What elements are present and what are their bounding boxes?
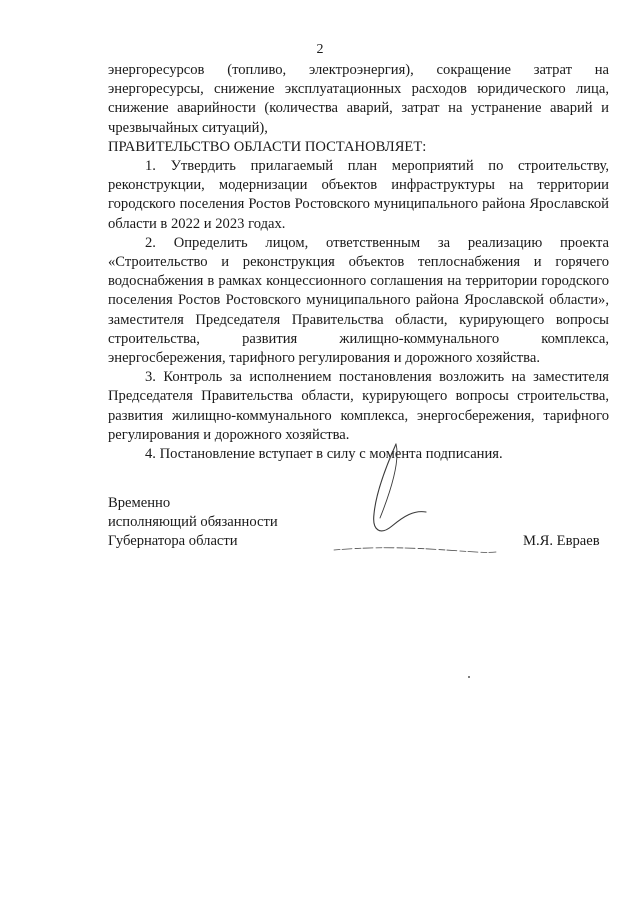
intro-paragraph: энергоресурсов (топливо, электроэнергия), сокращение затрат на энергоресурсы, снижение эксплуатационных расходов юридического лица, снижение аварийности (количества аварий, затрат на устранение аварий и чрезвычайных ситуаций),	[108, 62, 609, 136]
resolution-item-3: 3. Контроль за исполнением постановления возложить на заместителя Председателя Правительства области, курирующего вопросы строительства, развития жилищно-коммунального комплекса, энергосбережения, тарифного регулирования и дорожного хозяйства.	[108, 369, 609, 443]
signatory-title-line-2: исполняющий обязанности	[108, 514, 278, 531]
signatory-title	[108, 494, 278, 552]
scan-speck	[468, 676, 470, 678]
resolution-item-2: 2. Определить лицом, ответственным за реализацию проекта «Строительство и реконструкция объектов теплоснабжения и горячего водоснабжения в рамках концессионного соглашения на территории городского поселения Ростов Ростовского муниципального района Ярославской области», заместителя Председателя Правительства области, курирующего вопросы строительства, развития жилищно-коммунального комплекса, энергосбережения, тарифного регулирования и дорожного хозяйства.	[108, 234, 609, 367]
resolution-item-4: 4. Постановление вступает в силу с момента подписания.	[145, 446, 503, 463]
signatory-title-line-1: Временно	[108, 495, 171, 511]
resolution-heading: ПРАВИТЕЛЬСТВО ОБЛАСТИ ПОСТАНОВЛЯЕТ:	[108, 138, 427, 155]
page-number: 2	[316, 42, 324, 57]
signatory-title-line-3: Губернатора области	[108, 533, 238, 550]
resolution-item-1: 1. Утвердить прилагаемый план мероприятий по строительству, реконструкции, модернизации объектов инфраструктуры на территории городского поселения Ростов Ростовского муниципального района Ярославской области в 2022 и 2023 годах.	[108, 158, 609, 232]
handwritten-signature	[330, 440, 500, 560]
document-body	[108, 61, 609, 464]
signatory-name: М.Я. Евраев	[523, 533, 600, 549]
